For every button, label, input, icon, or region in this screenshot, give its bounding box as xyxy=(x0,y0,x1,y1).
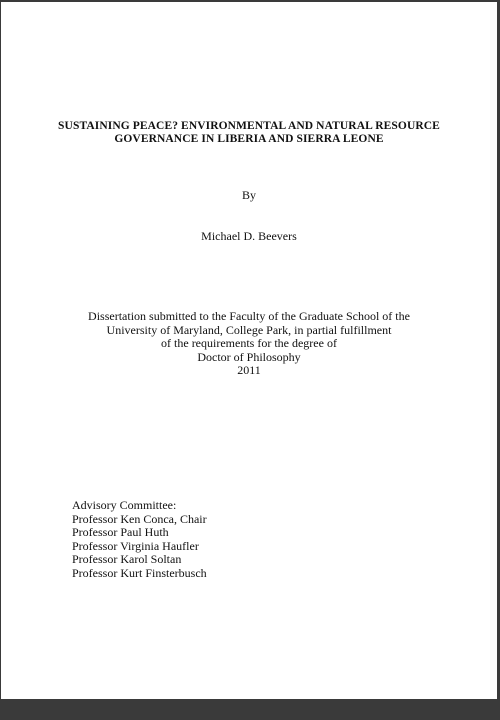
committee-member: Professor Paul Huth xyxy=(72,525,169,539)
statement-line-1: Dissertation submitted to the Faculty of the Graduate School of the xyxy=(88,309,410,323)
viewer-bottom-bar xyxy=(0,700,500,720)
statement-line-2: University of Maryland, College Park, in partial fulfillment xyxy=(106,322,392,337)
committee-member: Professor Kurt Finsterbusch xyxy=(72,565,207,580)
title-line-2: GOVERNANCE IN LIBERIA AND SIERRA LEONE xyxy=(114,133,384,145)
dissertation-title xyxy=(1,120,497,146)
statement-line-4: Doctor of Philosophy xyxy=(197,349,301,364)
statement-line-3: of the requirements for the degree of xyxy=(161,336,337,350)
by-label: By xyxy=(241,188,256,202)
document-page xyxy=(1,2,497,699)
advisory-committee xyxy=(72,499,207,580)
statement-year: 2011 xyxy=(237,363,261,377)
committee-member: Professor Virginia Haufler xyxy=(72,538,199,553)
committee-member: Professor Karol Soltan xyxy=(72,552,182,566)
committee-heading: Advisory Committee: xyxy=(72,498,177,512)
degree-statement xyxy=(1,310,497,378)
author-name: Michael D. Beevers xyxy=(201,229,297,243)
title-line-1: SUSTAINING PEACE? ENVIRONMENTAL AND NATURAL RESOURCE xyxy=(58,120,440,132)
committee-member: Professor Ken Conca, Chair xyxy=(72,511,207,526)
